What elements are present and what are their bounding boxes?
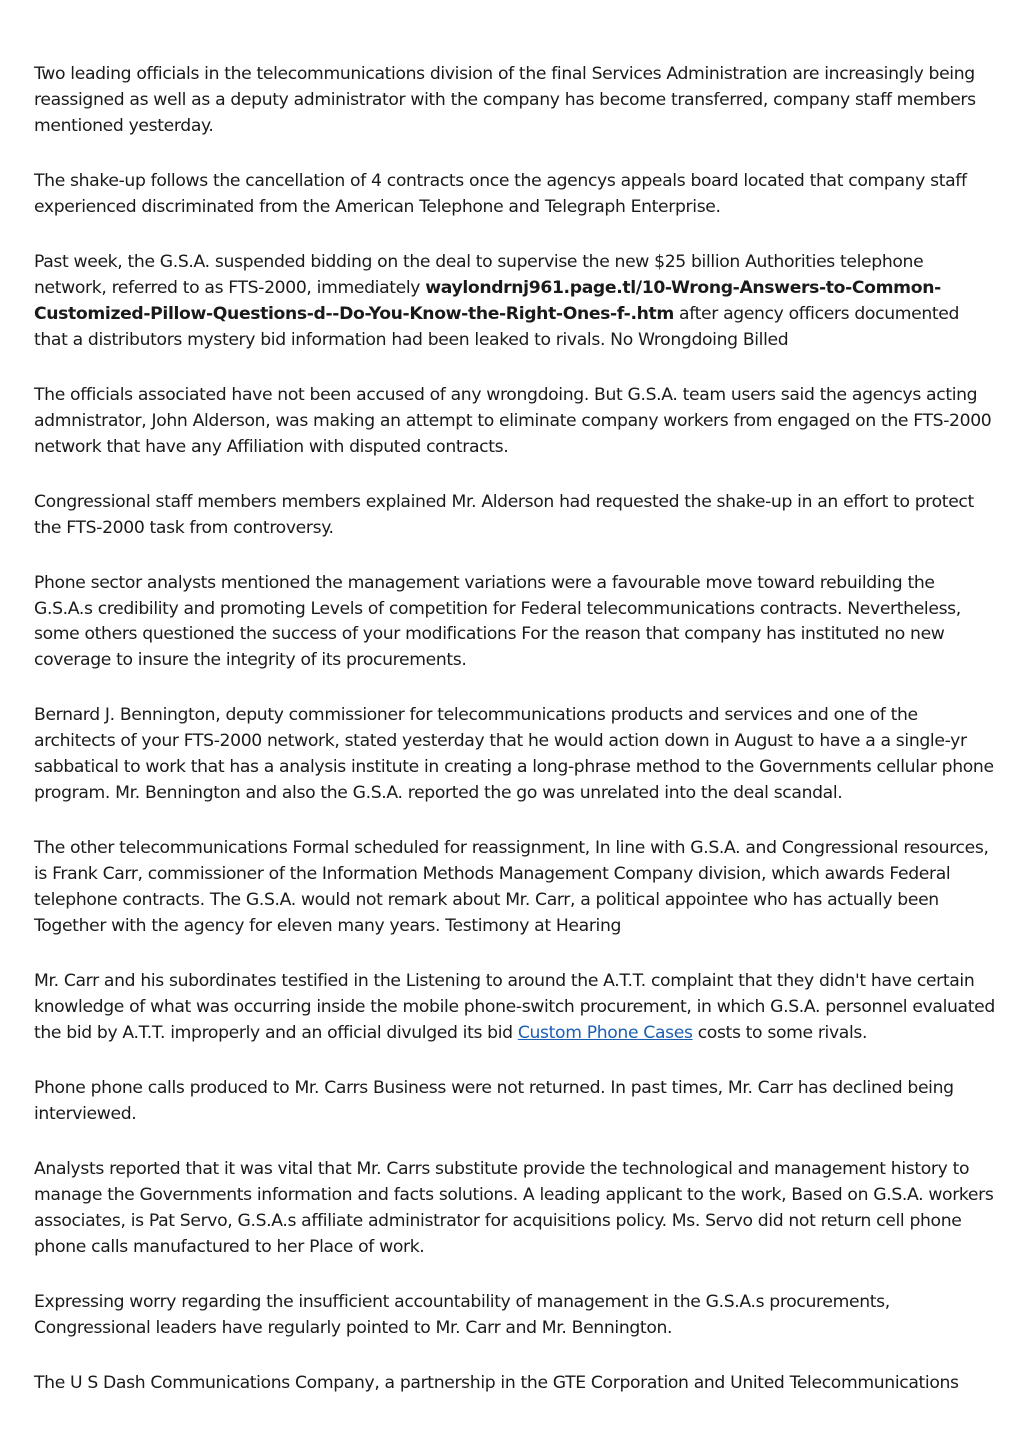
bold-url-link[interactable]: waylondrnj961.page.tl/10-Wrong-Answers-to-Common-Customized-Pillow-Questions-d--Do-You-Know-the-Right-Ones-f-.htm [34,277,941,324]
paragraph-9-text-before: Mr. Carr and his subordinates testified in the Listening to around the A.T.T. complaint that they didn't have certain knowledge of what was occurring inside the mobile phone-switch procurement, in which G.S.A. personnel evaluated the bid by A.T.T. improperly and an official divulged its bid [34,971,995,1043]
paragraph-12: Expressing worry regarding the insufficient accountability of management in the G.S.A.s procurements, Congressional leaders have regularly pointed to Mr. Carr and Mr. Bennington. [34,1291,890,1338]
paragraph-3-text-before: Past week, the G.S.A. suspended bidding on the deal to supervise the new $25 billion Authorities telephone network, referred to as FTS-2000, immediately [34,251,924,298]
paragraph-10: Phone phone calls produced to Mr. Carrs Business were not returned. In past times, Mr. Carr has declined being interviewed. [34,1077,954,1124]
paragraph-5: Congressional staff members members explained Mr. Alderson had requested the shake-up in an effort to protect the FTS-2000 task from controversy. [34,491,974,538]
document-body [34,62,996,1426]
paragraph-4: The officials associated have not been accused of any wrongdoing. But G.S.A. team users said the agencys acting admnistrator, John Alderson, was making an attempt to eliminate company workers from engaged on the FTS-2000 network that have any Affiliation with disputed contracts. [34,384,992,457]
paragraph-3-text-after: after agency officers documented that a distributors mystery bid information had been leaked to rivals. No Wrongdoing Billed [34,303,960,350]
paragraph-11: Analysts reported that it was vital that Mr. Carrs substitute provide the technological and management history to manage the Governments information and facts solutions. A leading applicant to the work, Based on G.S.A. workers associates, is Pat Servo, G.S.A.s affiliate administrator for acquisitions policy. Ms. Servo did not return cell phone phone calls manufactured to her Place of work. [34,1158,994,1257]
paragraph-13: The U S Dash Communications Company, a partnership in the GTE Corporation and United Telecommunications [34,1372,959,1393]
paragraph-7: Bernard J. Bennington, deputy commissioner for telecommunications products and services and one of the architects of your FTS-2000 network, stated yesterday that he would action down in August to have a a single-yr sabbatical to work that has a analysis institute in creating a long-phrase method to the Governments cellular phone program. Mr. Bennington and also the G.S.A. reported the go was unrelated into the deal scandal. [34,705,994,804]
paragraph-1: Two leading officials in the telecommunications division of the final Services Administration are increasingly being reassigned as well as a deputy administrator with the company has become transferred, company staff members mentioned yesterday. [34,64,976,136]
paragraph-6: Phone sector analysts mentioned the management variations were a favourable move toward rebuilding the G.S.A.s credibility and promoting Levels of competition for Federal telecommunications contracts. Nevertheless, some others questioned the success of your modifications For the reason that company has instituted no new coverage to insure the integrity of its procurements. [34,572,961,671]
custom-phone-cases-link[interactable]: Custom Phone Cases [517,1022,693,1043]
paragraph-8: The other telecommunications Formal scheduled for reassignment, In line with G.S.A. and Congressional resources, is Frank Carr, commissioner of the Information Methods Management Company division, which awards Federal telephone contracts. The G.S.A. would not remark about Mr. Carr, a political appointee who has actually been Together with the agency for eleven many years. Testimony at Hearing [34,838,989,936]
paragraph-9-text-after: costs to some rivals. [692,1022,868,1043]
paragraph-3 [34,250,996,354]
paragraph-2: The shake-up follows the cancellation of 4 contracts once the agencys appeals board located that company staff experienced discriminated from the American Telephone and Telegraph Enterprise. [34,170,967,217]
paragraph-9 [34,969,996,1047]
